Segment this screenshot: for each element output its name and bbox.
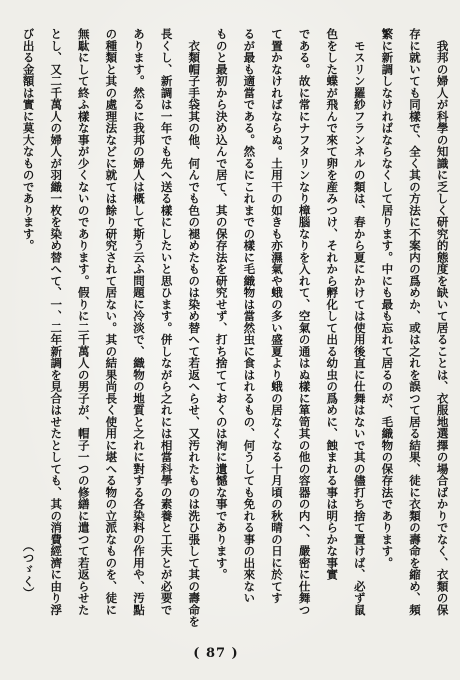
text-column-8: るが最も適當である。然るにこれまでの樣に毛織物は當然虫に食はれるもの、何うしても免れる事の出來ない	[242, 28, 257, 604]
text-column-5: 色をした蝶が飛んで來て卵を産みつけ、それから孵化して出る幼虫の爲めに、蝕まれる事は明らかな事實	[325, 28, 340, 581]
page-number: ( 87 )	[193, 646, 239, 661]
text-column-14: 無駄にして終ふ樣な事が少くないのであります。假りに二千萬人の男子が、帽子一つの修繕に遣つて若返らせた	[76, 28, 91, 616]
text-column-2: 存に就いても同樣で、全く其の方法に不案内の爲めか、或は之れを誤つて居る結果、徒に衣類の壽命を縮め、頻	[407, 28, 422, 616]
text-column-13: の種類と其の處理法などに就ては餘り研究されて居ない。其の結果尚長く使用に堪へる物の立派なものを、徒に	[104, 28, 119, 616]
text-column-10: 衣類帽子手袋其の他、何んでも色の褪めたものは染め替へて若返へらせ、又汚れたものは洗ひ張して其の壽命を	[187, 28, 202, 628]
text-column-15: とし、又二千萬人の婦人が羽織一枚を染め替へて、一、二年新調を見合はせたとしても、其の消費經濟に由り浮	[49, 28, 64, 616]
text-column-1: 我邦の婦人が科學の知識に乏しく研究的態度を缺いて居ることは、衣服地選擇の場合ばかりでなく、衣類の保	[435, 28, 450, 616]
text-column-7: て置かなければならぬ。土用干の如きも亦濕氣や蛾の多い盛夏より蛾の居なくなる十月頃の秋晴の日に於てす	[269, 28, 284, 604]
text-column-6: である。故に常にナフタリンなり樟腦なりを入れて、空氣の通はぬ樣に箪笥其の他の容器の内へ、嚴密に仕舞つ	[297, 28, 312, 616]
text-column-16: び出る金額は實に莫大なものであります。	[21, 28, 36, 252]
text-column-11: 長くし、新調は一年でも先へ送る樣にしたいと思ひます。併しながら之れには相當科學の素養と工夫とが必要で	[159, 28, 174, 616]
text-column-4: モスリン羅紗フランネルの類は、春から夏にかけては使用後直に仕舞はないで其の儘打ち捨て置けば、必ず鼠	[352, 28, 367, 616]
continued-mark: （つゞく）	[21, 540, 36, 599]
text-column-9: ものと最初から決め込んで居て、其の保存法を研究せず、打ち捨てておくのは洵に遺憾な事であります。	[214, 28, 229, 581]
text-column-3: 繁に新調しなければならなくして居ります。中にも最も忘れて居るのが、毛織物の保存法であります。	[380, 28, 395, 569]
text-column-12: あります。然るに我邦の婦人は概して斯う云ふ問題に冷淡で、織物の地質と之れに對する各染料の作用や、汚點	[131, 28, 146, 616]
